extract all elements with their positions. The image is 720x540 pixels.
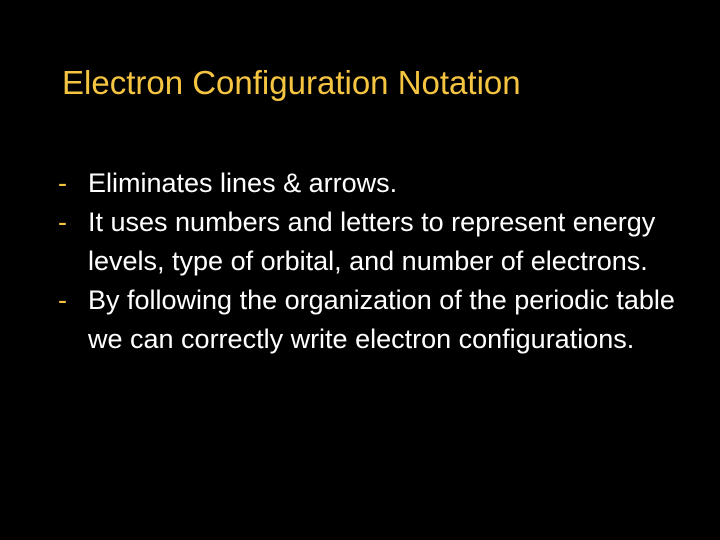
bullet-list <box>58 164 698 359</box>
bullet-text: It uses numbers and letters to represent energy levels, type of orbital, and number of electrons. <box>88 207 656 276</box>
bullet-marker: - <box>58 285 67 315</box>
bullet-marker: - <box>58 168 67 198</box>
bullet-marker: - <box>58 207 67 237</box>
slide-title: Electron Configuration Notation <box>62 64 521 101</box>
bullet-text: By following the organization of the periodic table we can correctly write electron configurations. <box>88 285 675 354</box>
bullet-item <box>58 164 698 203</box>
bullet-item <box>58 203 698 281</box>
bullet-item <box>58 281 698 359</box>
bullet-text: Eliminates lines & arrows. <box>88 168 398 198</box>
